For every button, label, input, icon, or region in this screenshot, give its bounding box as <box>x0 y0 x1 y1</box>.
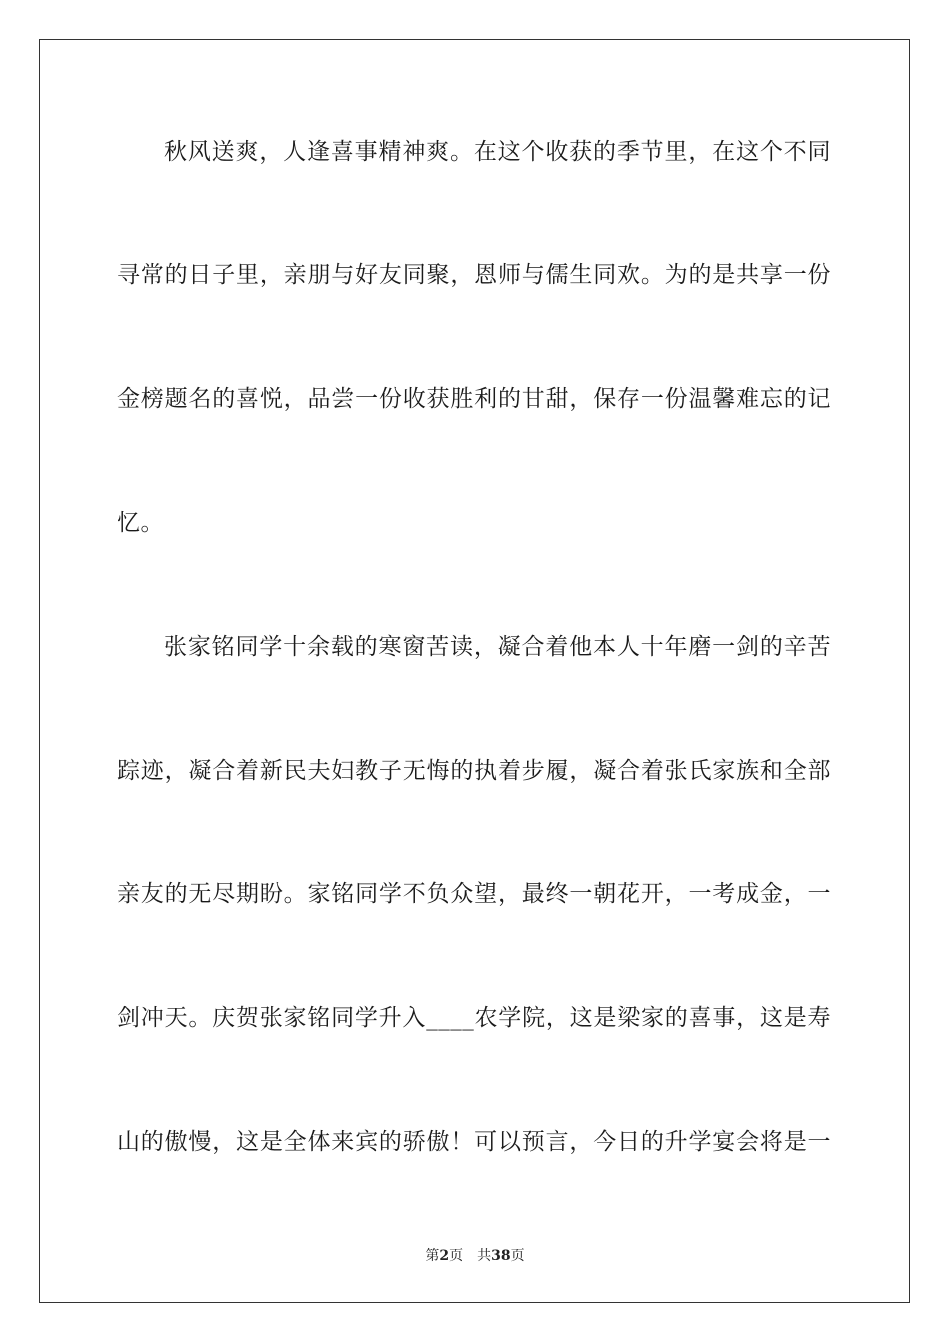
paragraph-2-line-4: 剑冲天。庆贺张家铭同学升入____农学院，这是梁家的喜事，这是寿 <box>117 1005 831 1031</box>
paragraph-1-line-3: 金榜题名的喜悦，品尝一份收获胜利的甘甜，保存一份温馨难忘的记 <box>117 386 831 412</box>
total-pages: 38 <box>491 1248 511 1264</box>
paragraph-2-line-3: 亲友的无尽期盼。家铭同学不负众望，最终一朝花开，一考成金，一 <box>117 881 831 907</box>
page-suffix: 页 <box>449 1248 464 1264</box>
paragraph-2-line-2: 踪迹，凝合着新民夫妇教子无悔的执着步履，凝合着张氏家族和全部 <box>117 758 831 784</box>
paragraph-2-line-1: 张家铭同学十余载的寒窗苦读，凝合着他本人十年磨一剑的辛苦 <box>164 634 831 660</box>
paragraph-2-line-5: 山的傲慢，这是全体来宾的骄傲！可以预言，今日的升学宴会将是一 <box>117 1129 831 1155</box>
total-suffix: 页 <box>510 1248 525 1264</box>
page-border <box>39 39 910 1303</box>
paragraph-1-line-2: 寻常的日子里，亲朋与好友同聚，恩师与儒生同欢。为的是共享一份 <box>117 262 831 288</box>
page-footer <box>0 1247 950 1265</box>
total-prefix: 共 <box>477 1248 492 1264</box>
paragraph-1-line-1: 秋风送爽，人逢喜事精神爽。在这个收获的季节里，在这个不同 <box>164 139 831 165</box>
page-prefix: 第 <box>425 1248 440 1264</box>
page-number: 2 <box>439 1248 450 1264</box>
paragraph-1-line-4: 忆。 <box>117 510 164 536</box>
